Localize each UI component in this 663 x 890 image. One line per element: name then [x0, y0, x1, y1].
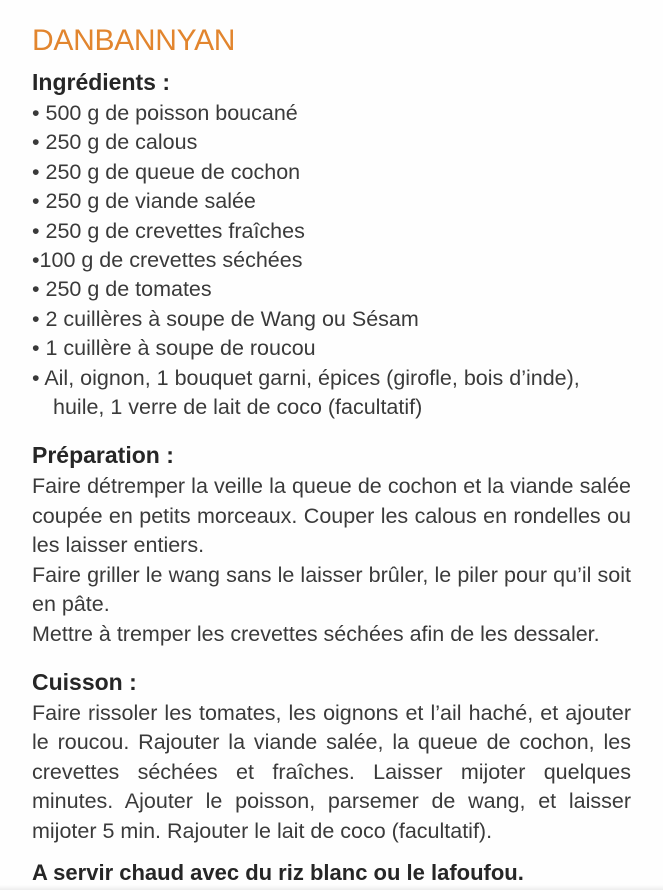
ingredient-item: • 1 cuillère à soupe de roucou: [32, 336, 316, 361]
ingredient-item: • 250 g de crevettes fraîches: [32, 218, 305, 243]
page-bottom-edge: [0, 885, 663, 890]
ingredient-item: • 500 g de poisson boucané: [32, 101, 298, 125]
recipe-title: DANBANNYAN: [32, 24, 236, 57]
cuisson-section: [32, 667, 631, 846]
serving-note: A servir chaud avec du riz blanc ou le lafoufou.: [32, 859, 524, 885]
ingredient-item: • 250 g de calous: [32, 130, 198, 155]
cuisson-paragraph: Faire rissoler les tomates, les oignons et l’ail haché, et ajouter le roucou. Rajouter la viande salée, la queue de cochon, les crevettes séchées et fraîches. Laisser mijoter quelques minutes. Ajouter le poisson, parsemer de wang, et laisser mijoter 5 min. Rajouter le lait de coco (facultatif).: [32, 700, 631, 843]
ingredients-heading: Ingrédients :: [32, 69, 171, 95]
ingredient-item: • 250 g de queue de cochon: [32, 159, 301, 184]
ingredient-item: • 250 g de viande salée: [32, 189, 256, 214]
preparation-paragraph: Faire détremper la veille la queue de cochon et la viande salée coupée en petits morceaux. Couper les calous en rondelles ou les laisser entiers.: [32, 474, 631, 558]
preparation-section: [32, 440, 631, 648]
preparation-paragraph: Mettre à tremper les crevettes séchées afin de les dessaler.: [32, 621, 600, 646]
ingredients-section: [32, 67, 631, 422]
ingredient-item: • 250 g de tomates: [32, 277, 212, 302]
ingredient-item: •100 g de crevettes séchées: [32, 248, 303, 273]
cuisson-heading: Cuisson :: [32, 668, 137, 695]
preparation-paragraph: Faire griller le wang sans le laisser brûler, le piler pour qu’il soit en pâte.: [32, 562, 631, 617]
ingredients-list: [32, 99, 631, 422]
ingredient-item: • 2 cuillères à soupe de Wang ou Sésam: [32, 306, 419, 331]
preparation-heading: Préparation :: [32, 442, 174, 469]
ingredient-item: • Ail, oignon, 1 bouquet garni, épices (girofle, bois d’inde), huile, 1 verre de lait de coco (facultatif): [32, 365, 580, 420]
